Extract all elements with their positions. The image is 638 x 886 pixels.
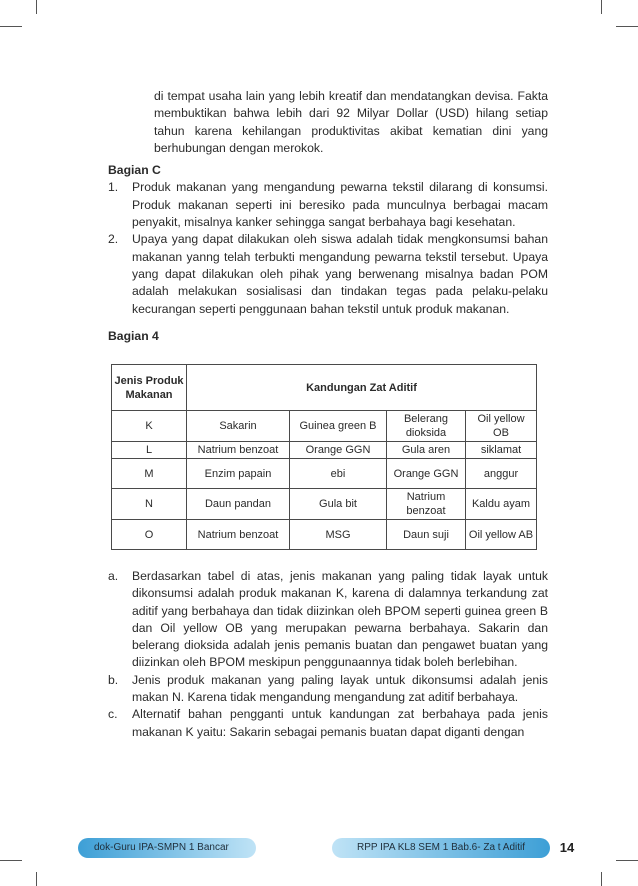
list-item: [108, 706, 548, 741]
table-cell: siklamat: [466, 442, 537, 459]
table-cell: Gula aren: [387, 442, 466, 459]
list-letter: b.: [108, 672, 119, 687]
crop-mark: [616, 26, 638, 27]
list-letter: a.: [108, 569, 119, 583]
crop-mark: [616, 860, 638, 861]
list-text: Berdasarkan tabel di atas, jenis makanan yang paling tidak layak untuk dikonsumsi adalah produk makanan K, karena di dalamnya terkandung zat aditif yang berbahaya dan tidak diizinkan oleh BPOM seperti guinea green B dan Oil yellow OB yang merupakan pewarna berbahaya. Sakarin dan belerang dioksida adalah jenis pemanis buatan dan pengawet buatan yang diizinkan oleh BPOM meskipun penggunaannya tidak boleh berlebihan.: [132, 569, 548, 670]
list-item: [108, 231, 548, 317]
bagian-4-heading: Bagian 4: [108, 328, 159, 343]
list-text: Upaya yang dapat dilakukan oleh siswa adalah tidak mengkonsumsi bahan makanan yanng telah terbukti mengandung pewarna tekstil tersebut. Upaya yang dapat dilakukan oleh pihak yang berwenang misalnya badan POM adalah melakukan sosialisasi dan tindakan tegas pada pelaku-pelaku kecurangan seperti penggunaan bahan tekstil untuk produk makanan.: [132, 232, 548, 316]
table-cell: Kaldu ayam: [466, 489, 537, 520]
cell-jenis: M: [112, 459, 187, 489]
table-cell: Daun suji: [387, 520, 466, 550]
header-jenis: Jenis Produk Makanan: [112, 365, 187, 411]
table-cell: Enzim papain: [187, 459, 290, 489]
table-header-row: [112, 365, 537, 411]
page-number: 14: [559, 840, 575, 855]
table-cell: Daun pandan: [187, 489, 290, 520]
table-cell: Guinea green B: [290, 411, 387, 442]
list-item: [108, 568, 548, 672]
crop-mark: [0, 860, 22, 861]
table-cell: Oil yellow OB: [466, 411, 537, 442]
crop-mark: [601, 872, 602, 886]
table-row: [112, 520, 537, 550]
crop-mark: [36, 0, 37, 14]
list-text: Alternatif bahan pengganti untuk kandungan zat berbahaya pada jenis makanan K yaitu: Sakarin sebagai pemanis buatan dapat diganti dengan: [132, 707, 548, 739]
table-cell: Oil yellow AB: [466, 520, 537, 550]
list-item: [108, 672, 548, 707]
table-cell: Orange GGN: [290, 442, 387, 459]
list-number: 2.: [108, 232, 119, 247]
crop-mark: [0, 26, 22, 27]
table-cell: Gula bit: [290, 489, 387, 520]
table-cell: Sakarin: [187, 411, 290, 442]
list-number: 1.: [108, 180, 119, 195]
table-cell: Natrium benzoat: [387, 489, 466, 520]
table-row: [112, 489, 537, 520]
table-cell: ebi: [290, 459, 387, 489]
table-row: [112, 442, 537, 459]
list-item: [108, 179, 548, 231]
table-cell: MSG: [290, 520, 387, 550]
upper-content: [108, 88, 548, 345]
crop-mark: [36, 872, 37, 886]
cell-jenis: L: [112, 442, 187, 459]
table-cell: Natrium benzoat: [187, 442, 290, 459]
table-cell: Orange GGN: [387, 459, 466, 489]
answers-section: [108, 568, 548, 741]
cell-jenis: O: [112, 520, 187, 550]
bagian-c-heading: Bagian C: [108, 163, 161, 178]
table-row: [112, 411, 537, 442]
header-kandungan: Kandungan Zat Aditif: [187, 365, 537, 411]
additive-table: [111, 364, 537, 550]
cell-jenis: N: [112, 489, 187, 520]
table-cell: anggur: [466, 459, 537, 489]
table-cell: Belerang dioksida: [387, 411, 466, 442]
list-text: Jenis produk makanan yang paling layak untuk dikonsumsi adalah jenis makan N. Karena tidak mengandung mengandung zat aditif berbahaya.: [132, 672, 548, 705]
footer-source-label: dok-Guru IPA-SMPN 1 Bancar: [78, 838, 256, 858]
table-cell: Natrium benzoat: [187, 520, 290, 550]
cell-jenis: K: [112, 411, 187, 442]
list-text: Produk makanan yang mengandung pewarna tekstil dilarang di konsumsi. Produk makanan seperti ini beresiko pada munculnya berbagai macam penyakit, misalnya kanker sehingga sangat berbahaya bagi kesehatan.: [132, 180, 548, 230]
intro-paragraph: di tempat usaha lain yang lebih kreatif dan mendatangkan devisa. Fakta membuktikan bahwa lebih dari 92 Milyar Dollar (USD) hilang setiap tahun karena kehilangan produktivitas akibat kematian dini yang berhubungan dengan merokok.: [154, 89, 548, 155]
table-row: [112, 459, 537, 489]
crop-mark: [601, 0, 602, 14]
list-letter: c.: [108, 707, 118, 722]
footer-title-label: RPP IPA KL8 SEM 1 Bab.6- Za t Aditif: [332, 838, 550, 858]
